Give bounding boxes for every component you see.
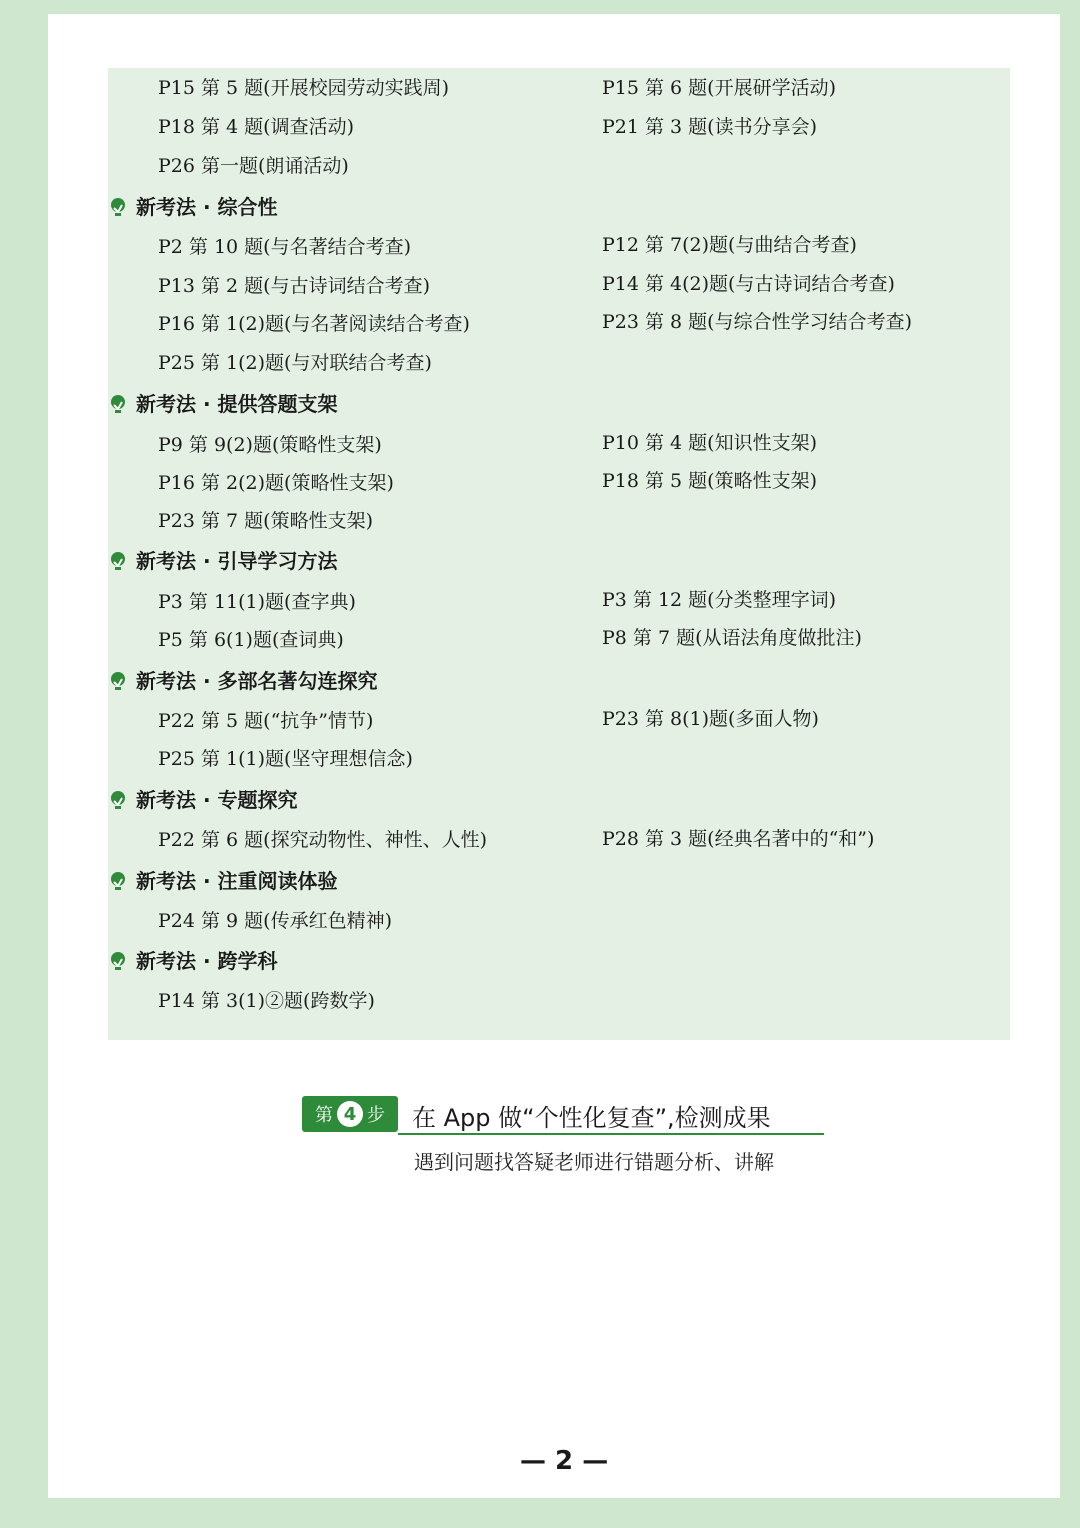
section-title: 新考法 · 综合性 bbox=[136, 195, 278, 219]
list-item: P25 第 1(2)题(与对联结合考查) bbox=[158, 352, 432, 374]
section-title: 新考法 · 提供答题支架 bbox=[136, 392, 338, 416]
list-item: P21 第 3 题(读书分享会) bbox=[602, 116, 817, 138]
section-heading-kuaxueke bbox=[108, 948, 278, 974]
lightbulb-icon bbox=[108, 393, 128, 415]
list-item: P28 第 3 题(经典名著中的“和”) bbox=[602, 828, 875, 850]
lightbulb-icon bbox=[108, 870, 128, 892]
list-item: P16 第 1(2)题(与名著阅读结合考查) bbox=[158, 313, 470, 335]
list-item: P8 第 7 题(从语法角度做批注) bbox=[602, 627, 862, 649]
list-item: P2 第 10 题(与名著结合考查) bbox=[158, 236, 411, 258]
list-item: P16 第 2(2)题(策略性支架) bbox=[158, 472, 394, 494]
list-item: P23 第 8(1)题(多面人物) bbox=[602, 708, 819, 730]
step-badge bbox=[302, 1096, 398, 1132]
lightbulb-icon bbox=[108, 196, 128, 218]
section-heading-zhuanti bbox=[108, 787, 298, 813]
step-prefix: 第 bbox=[315, 1105, 333, 1126]
list-item: P13 第 2 题(与古诗词结合考查) bbox=[158, 275, 430, 297]
list-item: P14 第 4(2)题(与古诗词结合考查) bbox=[602, 273, 895, 295]
list-item: P24 第 9 题(传承红色精神) bbox=[158, 910, 392, 932]
section-heading-yuedu bbox=[108, 868, 338, 894]
list-item: P5 第 6(1)题(查词典) bbox=[158, 629, 344, 651]
section-title: 新考法 · 多部名著勾连探究 bbox=[136, 669, 378, 693]
list-item: P25 第 1(1)题(坚守理想信念) bbox=[158, 748, 413, 770]
step-underline bbox=[398, 1133, 824, 1135]
list-item: P12 第 7(2)题(与曲结合考查) bbox=[602, 234, 857, 256]
section-title: 新考法 · 专题探究 bbox=[136, 788, 298, 812]
lightbulb-icon bbox=[108, 950, 128, 972]
lightbulb-icon bbox=[108, 670, 128, 692]
section-title: 新考法 · 引导学习方法 bbox=[136, 549, 338, 573]
list-item: P18 第 5 题(策略性支架) bbox=[602, 470, 817, 492]
list-item: P23 第 7 题(策略性支架) bbox=[158, 510, 373, 532]
page-number: — 2 — bbox=[520, 1446, 609, 1476]
step-title: 在 App 做“个性化复查”,检测成果 bbox=[412, 1104, 771, 1132]
step-subtitle: 遇到问题找答疑老师进行错题分析、讲解 bbox=[414, 1150, 774, 1174]
lightbulb-icon bbox=[108, 789, 128, 811]
list-item: P22 第 6 题(探究动物性、神性、人性) bbox=[158, 829, 487, 851]
section-heading-mingzhu bbox=[108, 668, 378, 694]
section-title: 新考法 · 注重阅读体验 bbox=[136, 869, 338, 893]
step-suffix: 步 bbox=[367, 1105, 385, 1126]
list-item: P14 第 3(1)②题(跨数学) bbox=[158, 990, 375, 1012]
list-item: P22 第 5 题(“抗争”情节) bbox=[158, 710, 374, 732]
list-item: P15 第 5 题(开展校园劳动实践周) bbox=[158, 77, 449, 99]
section-heading-zonghe bbox=[108, 194, 278, 220]
section-title: 新考法 · 跨学科 bbox=[136, 949, 278, 973]
list-item: P10 第 4 题(知识性支架) bbox=[602, 432, 817, 454]
list-item: P9 第 9(2)题(策略性支架) bbox=[158, 434, 382, 456]
list-item: P15 第 6 题(开展研学活动) bbox=[602, 77, 836, 99]
list-item: P3 第 11(1)题(查字典) bbox=[158, 591, 356, 613]
section-heading-fangfa bbox=[108, 548, 338, 574]
section-heading-zhijia bbox=[108, 391, 338, 417]
step-number: 4 bbox=[337, 1101, 363, 1127]
list-item: P26 第一题(朗诵活动) bbox=[158, 155, 349, 177]
lightbulb-icon bbox=[108, 550, 128, 572]
list-item: P23 第 8 题(与综合性学习结合考查) bbox=[602, 311, 912, 333]
list-item: P3 第 12 题(分类整理字词) bbox=[602, 589, 836, 611]
list-item: P18 第 4 题(调查活动) bbox=[158, 116, 354, 138]
step-banner bbox=[302, 1096, 824, 1136]
